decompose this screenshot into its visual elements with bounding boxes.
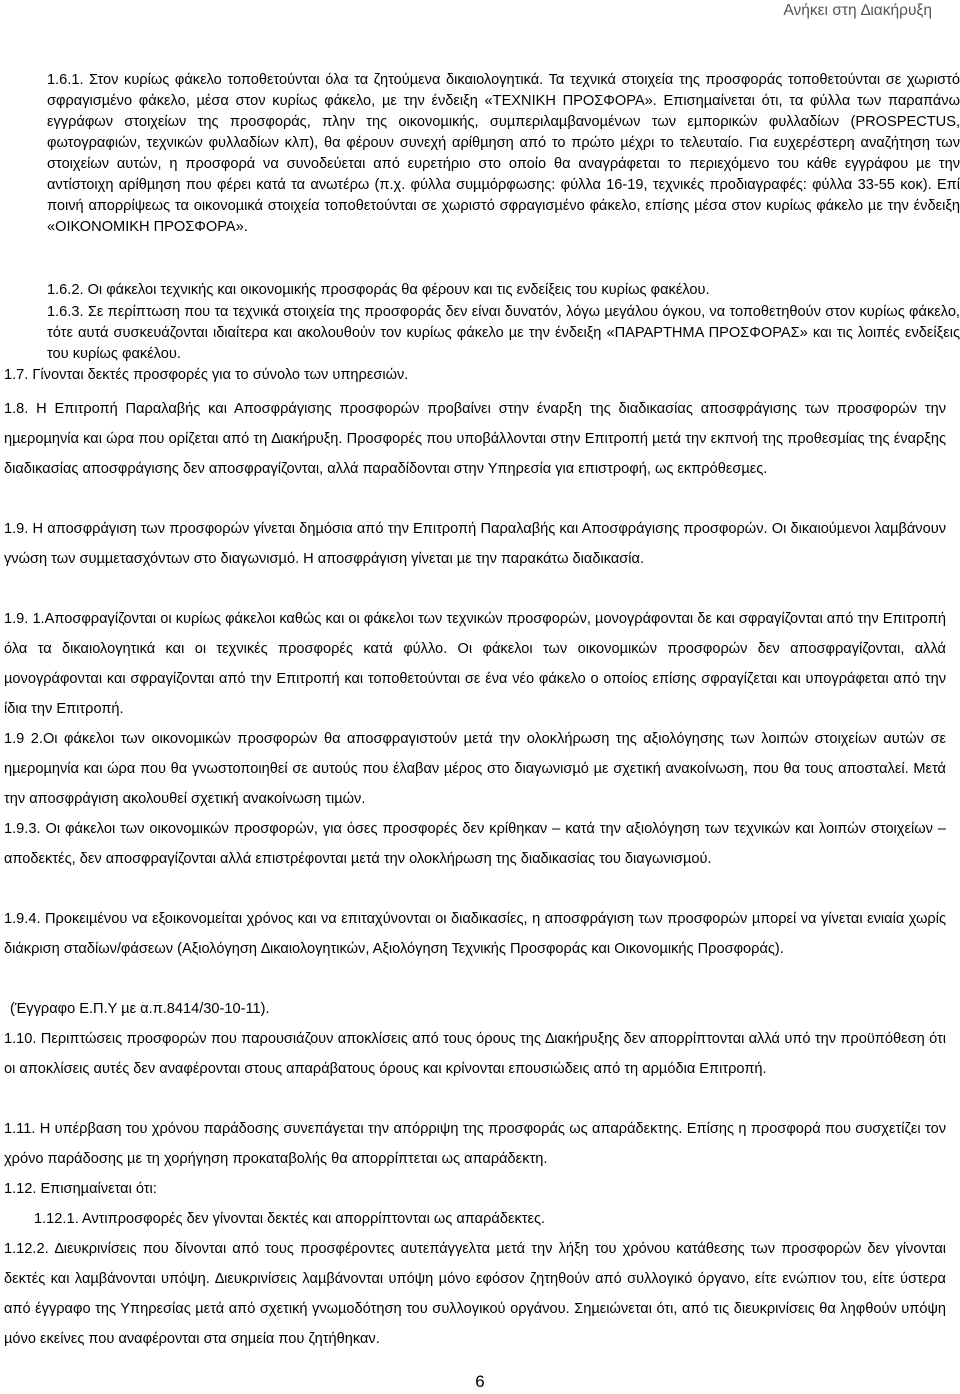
- paragraph-1-8: 1.8. Η Επιτροπή Παραλαβής και Αποσφράγισης προσφορών προβαίνει στην έναρξη της διαδικασίας αποσφράγισης των προσφορών την ηµεροµηνία και ώρα που ορίζεται από τη ∆ιακήρυξη. Προσφορές που υποβάλλονται στην Επιτροπή µετά την εκπνοή της προθεσµίας της έναρξης διαδικασίας αποσφράγισης δεν αποσφραγίζονται, αλλά παραδίδονται στην Υπηρεσία για επιστροφή, ως εκπρόθεσµες.: [4, 401, 946, 477]
- paragraph-1-7: 1.7. Γίνονται δεκτές προσφορές για το σύνολο των υπηρεσιών.: [4, 367, 409, 383]
- document-header: Ανήκει στη ∆ιακήρυξη: [783, 2, 932, 19]
- paragraph-1-9-4: 1.9.4. Προκειµένου να εξοικονοµείται χρόνος και να επιταχύνονται οι διαδικασίες, η αποσφράγιση των προσφορών µπορεί να γίνεται ενιαία χωρίς διάκριση σταδίων/φάσεων (Αξιολόγηση ∆ικαιολογητικών, Αξιολόγηση Τεχνικής Προσφοράς και Οικονοµικής Προσφοράς).: [4, 911, 946, 957]
- paragraph-1-9-2: 1.9 2.Οι φάκελοι των οικονοµικών προσφορών θα αποσφραγιστούν µετά την ολοκλήρωση της αξιολόγησης των λοιπών στοιχείων αυτών σε ηµεροµηνία και ώρα που θα γνωστοποιηθεί σε αυτούς που έλαβαν µέρος στο διαγωνισµό µε σχετική ανακοίνωση, που θα τους αποσταλεί. Μετά την αποσφράγιση ακολουθεί σχετική ανακοίνωση τιµών.: [4, 731, 946, 807]
- paragraph-1-12-1: 1.12.1. Αντιπροσφορές δεν γίνονται δεκτές και απορρίπτονται ως απαράδεκτες.: [34, 1211, 546, 1227]
- paragraph-1-9-3: 1.9.3. Οι φάκελοι των οικονοµικών προσφορών, για όσες προσφορές δεν κρίθηκαν – κατά την αξιολόγηση των τεχνικών και λοιπών στοιχείων – αποδεκτές, δεν αποσφραγίζονται αλλά επιστρέφονται µετά την ολοκλήρωση της διαδικασίας του διαγωνισµού.: [4, 821, 946, 867]
- paragraph-1-6-3: 1.6.3. Σε περίπτωση που τα τεχνικά στοιχεία της προσφοράς δεν είναι δυνατόν, λόγω µεγάλου όγκου, να τοποθετηθούν στον κυρίως φάκελο, τότε αυτά συσκευάζονται ιδιαίτερα και ακολουθούν τον κυρίως φάκελο µε την ένδειξη «ΠΑΡΑΡΤΗΜΑ ΠΡΟΣΦΟΡΑΣ» και τις λοιπές ενδείξεις του κυρίως φακέλου.: [47, 304, 960, 362]
- paragraph-1-11: 1.11. Η υπέρβαση του χρόνου παράδοσης συνεπάγεται την απόρριψη της προσφοράς ως απαράδεκτης. Επίσης η προσφορά που συσχετίζει τον χρόνο παράδοσης µε τη χορήγηση προκαταβολής θα απορρίπτεται ως απαράδεκτη.: [4, 1121, 946, 1167]
- page-number: 6: [475, 1372, 485, 1391]
- paragraph-1-6-1: 1.6.1. Στον κυρίως φάκελο τοποθετούνται όλα τα ζητούµενα δικαιολογητικά. Τα τεχνικά στοιχεία της προσφοράς τοποθετούνται σε χωριστό σφραγισµένο φάκελο, µέσα στον κυρίως φάκελο, µε την ένδειξη «ΤΕΧΝΙΚΗ ΠΡΟΣΦΟΡΑ». Επισηµαίνεται ότι, τα φύλλα των παραπάνω εγγράφων στοιχείων της προσφοράς, πλην της οικονοµικής, συµπεριλαµβανοµένων των εµπορικών φυλλαδίων (PROSPECTUS, φωτογραφιών, τεχνικών φυλλαδίων κλπ), θα φέρουν συνεχή αρίθµηση από το πρώτο µέχρι το τελευταίο. Για ευχερέστερη αναζήτηση των στοιχείων αυτών, η προσφορά να συνοδεύεται από ευρετήριο στο οποίο θα αναγράφεται το περιεχόµενο του κάθε εγγράφου µε την αντίστοιχη αρίθµηση που φέρει κατά τα ανωτέρω (π.χ. φύλλα συµµόρφωσης: φύλλα 16-19, τεχνικές προδιαγραφές: φύλλα 33-55 κοκ). Επί ποινή απορρίψεως τα οικονοµικά στοιχεία τοποθετούνται σε χωριστό σφραγισµένο φάκελο, επίσης µέσα στον κυρίως φάκελο µε την ένδειξη «ΟΙΚΟΝΟΜΙΚΗ ΠΡΟΣΦΟΡΑ».: [47, 72, 960, 235]
- paragraph-1-9-1: 1.9. 1.Αποσφραγίζονται οι κυρίως φάκελοι καθώς και οι φάκελοι των τεχνικών προσφορών, µονογράφονται δε και σφραγίζονται από την Επιτροπή όλα τα δικαιολογητικά και οι τεχνικές προσφορές κατά φύλλο. Οι φάκελοι των οικονοµικών προσφορών δεν αποσφραγίζονται, αλλά µονογράφονται και σφραγίζονται από την Επιτροπή και τοποθετούνται σε ένα νέο φάκελο ο οποίος επίσης σφραγίζεται και υπογράφεται από την ίδια την Επιτροπή.: [4, 611, 946, 717]
- paragraph-1-6-2: 1.6.2. Οι φάκελοι τεχνικής και οικονοµικής προσφοράς θα φέρουν και τις ενδείξεις του κυρίως φακέλου.: [47, 282, 710, 298]
- paragraph-1-12-2: 1.12.2. ∆ιευκρινίσεις που δίνονται από τους προσφέροντες αυτεπάγγελτα µετά την λήξη του χρόνου κατάθεσης των προσφορών δεν γίνονται δεκτές και λαµβάνονται υπόψη. ∆ιευκρινίσεις λαµβάνονται υπόψη µόνο εφόσον ζητηθούν από συλλογικό όργανο, είτε ενώπιον του, είτε ύστερα από έγγραφο της Υπηρεσίας µετά από σχετική γνωµοδότηση του συλλογικού οργάνου. Σηµειώνεται ότι, από τις διευκρινίσεις θα ληφθούν υπόψη µόνο εκείνες που αναφέρονται στα σηµεία που ζητήθηκαν.: [4, 1241, 946, 1347]
- paragraph-1-9-4-reference: (Έγγραφο Ε.Π.Υ µε α.π.8414/30-10-11).: [10, 1001, 270, 1017]
- paragraph-1-9: 1.9. Η αποσφράγιση των προσφορών γίνεται δηµόσια από την Επιτροπή Παραλαβής και Αποσφράγισης προσφορών. Οι δικαιούµενοι λαµβάνουν γνώση των συµµετασχόντων στο διαγωνισµό. Η αποσφράγιση γίνεται µε την παρακάτω διαδικασία.: [4, 521, 946, 567]
- paragraph-1-12: 1.12. Επισηµαίνεται ότι:: [4, 1181, 157, 1197]
- paragraph-1-10: 1.10. Περιπτώσεις προσφορών που παρουσιάζουν αποκλίσεις από τους όρους της ∆ιακήρυξης δεν απορρίπτονται αλλά υπό την προϋπόθεση ότι οι αποκλίσεις αυτές δεν αναφέρονται στους απαράβατους όρους και κρίνονται επουσιώδεις από τη αρµόδια Επιτροπή.: [4, 1031, 946, 1077]
